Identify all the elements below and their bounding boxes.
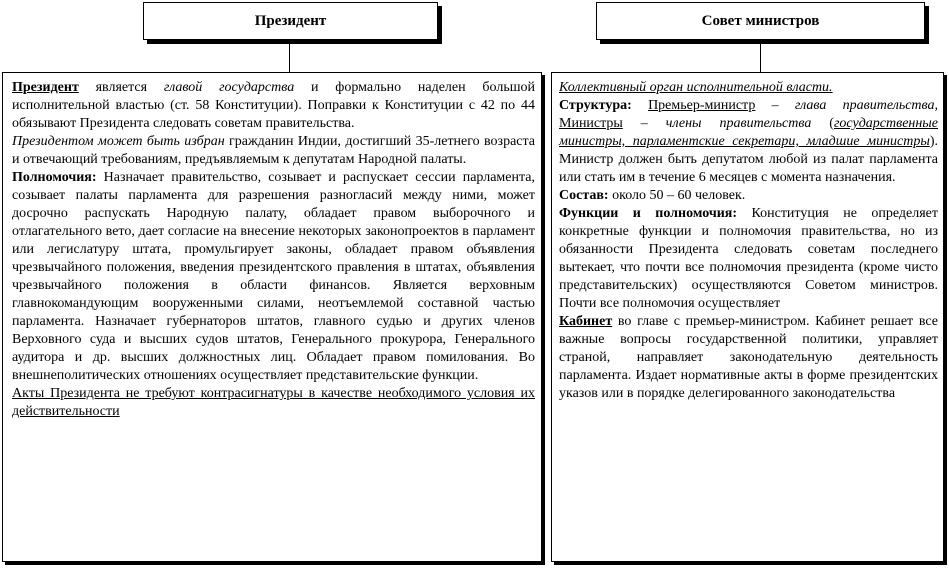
council-panel xyxy=(551,72,944,562)
text-fragment: и формально наделен большой исполнительной властью (ст. 58 Конституции). Поправки к Конституции с 42 по 44 обязывают Президента следовать советам правительства. xyxy=(12,80,535,131)
president-definition xyxy=(12,79,535,133)
connector-line-right xyxy=(760,39,761,72)
president-panel xyxy=(2,72,542,562)
text-fragment: – xyxy=(622,116,666,131)
head-of-government-phrase: глава правительства, xyxy=(794,98,939,113)
text-fragment: ( xyxy=(811,116,834,131)
council-composition xyxy=(559,187,938,205)
council-cabinet xyxy=(559,313,938,403)
text-fragment: – xyxy=(755,98,795,113)
functions-label: Функции и полномочия: xyxy=(559,206,738,221)
head-of-state-phrase: главой государства xyxy=(163,80,295,95)
functions-text: Конституция не определяет конкретные функции и полномочия правительства, но из обязанности Президента следовать советам последнего вытекает, что почти все полномочия президента (кроме чисто представительских) осуществляются Советом министров. Почти все полномочия осуществляет xyxy=(559,206,938,311)
structure-label: Структура: xyxy=(559,98,632,113)
header-president: Президент xyxy=(143,2,438,40)
text-fragment: гражданин Индии, достигший 35-летнего возраста и отвечающий требованиям, предъявляемым к депутатам Народной палаты. xyxy=(12,134,536,167)
council-definition xyxy=(559,79,938,97)
header-council-of-ministers: Совет министров xyxy=(596,2,925,40)
president-eligibility xyxy=(12,133,535,169)
council-structure xyxy=(559,97,938,187)
text-fragment: ). Министр должен быть депутатом любой из палат парламента или стать им в течение 6 месяцев с момента назначения. xyxy=(559,134,938,185)
text-fragment xyxy=(632,98,648,113)
cabinet-text: во главе с премьер-министром. Кабинет решает все важные вопросы государственной политики, управляет страной, направляет законодательную деятельность парламента. Издает нормативные акты в форме президентских указов или в порядке делегированного законодательства xyxy=(559,314,938,401)
council-functions xyxy=(559,205,938,313)
powers-text: Назначает правительство, созывает и распускает сессии парламента, созывает палаты парламента для разрешения разногласий между ними, может досрочно распускать Народную палату, обладает правом выборочного и отлагательного вето, дает согласие на внесение некоторых законопроектов в парламент или легислатуру штата, промульгирует законы, обладает правом объявления чрезвычайного положения, введения президентского правления в штатах, объявления чрезвычайного положения в области финансов. Является верховным главнокомандующим вооруженными силами, неотъемлемой составной частью парламента. Назначает губернаторов штатов, главного судью и других членов Верховного суда и высших судов штатов, Генерального прокурора, Генерального аудитора и др. высших должностных лиц. Обладает правом помилования. Во внешнеполитических отношениях осуществляет представительские функции. xyxy=(12,170,535,383)
powers-label: Полномочия: xyxy=(12,170,97,185)
president-term: Президент xyxy=(12,80,79,95)
president-acts xyxy=(12,385,535,421)
minister-types-phrase: государственные министры, парламентские секретари, младшие министры xyxy=(559,116,939,149)
eligibility-phrase: Президентом может быть избран xyxy=(12,134,225,149)
members-of-government-phrase: члены правительства xyxy=(665,116,812,131)
prime-minister-term: Премьер-министр xyxy=(648,98,756,113)
composition-text: около 50 – 60 человек. xyxy=(608,188,746,203)
president-powers xyxy=(12,169,535,385)
ministers-term: Министры xyxy=(559,116,623,131)
president-text xyxy=(3,73,543,421)
connector-line-left xyxy=(289,39,290,72)
cabinet-term: Кабинет xyxy=(559,314,613,329)
composition-label: Состав: xyxy=(559,188,609,203)
acts-text: Акты Президента не требуют контрасигнатуры в качестве необходимого условия их действительности xyxy=(12,386,535,419)
collective-organ-phrase: Коллективный орган исполнительной власти. xyxy=(559,80,833,95)
text-fragment: является xyxy=(78,80,164,95)
council-text xyxy=(552,73,945,403)
